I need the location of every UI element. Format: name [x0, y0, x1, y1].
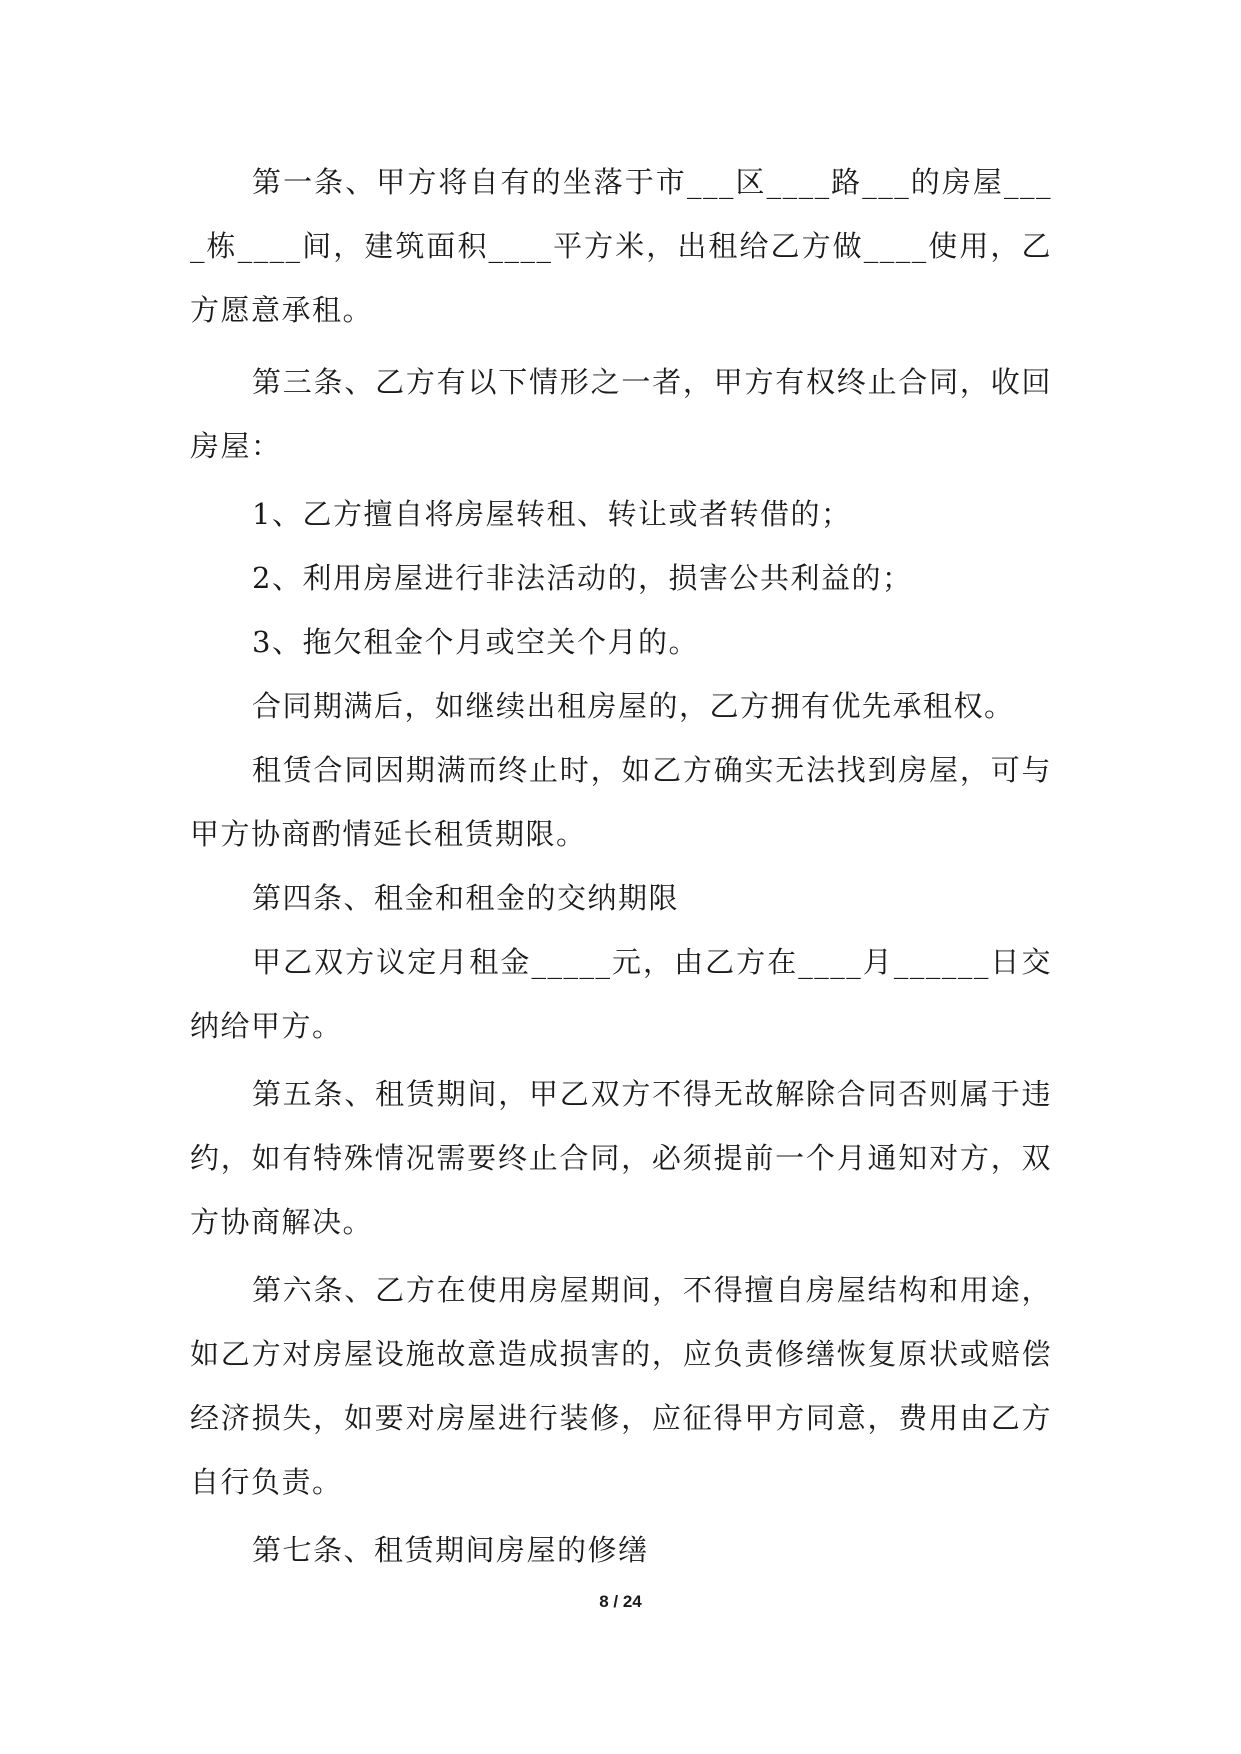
paragraph-article-4-heading: 第四条、租金和租金的交纳期限	[252, 881, 680, 915]
document-body	[190, 150, 1052, 1582]
list-item-3: 3、拖欠租金个月或空关个月的。	[252, 625, 699, 659]
paragraph-article-3: 第三条、乙方有以下情形之一者，甲方有权终止合同，收回房屋：	[190, 365, 1052, 463]
paragraph-article-1: 第一条、甲方将自有的坐落于市___区____路___的房屋____栋____间，建筑面积____平方米，出租给乙方做____使用，乙方愿意承租。	[190, 165, 1052, 327]
list-item-2: 2、利用房屋进行非法活动的，损害公共利益的；	[252, 561, 913, 595]
paragraph-extension: 租赁合同因期满而终止时，如乙方确实无法找到房屋，可与甲方协商酌情延长租赁期限。	[190, 753, 1052, 851]
page-number: 8 / 24	[599, 1592, 642, 1611]
list-item-1: 1、乙方擅自将房屋转租、转让或者转借的；	[252, 497, 852, 531]
paragraph-article-7-heading: 第七条、租赁期间房屋的修缮	[252, 1533, 649, 1567]
paragraph-renewal-priority: 合同期满后，如继续出租房屋的，乙方拥有优先承租权。	[252, 689, 1015, 723]
paragraph-article-6: 第六条、乙方在使用房屋期间，不得擅自房屋结构和用途，如乙方对房屋设施故意造成损害的，应负责修缮恢复原状或赔偿经济损失，如要对房屋进行装修，应征得甲方同意，费用由乙方自行负责。	[190, 1273, 1052, 1499]
paragraph-article-5: 第五条、租赁期间，甲乙双方不得无故解除合同否则属于违约，如有特殊情况需要终止合同，必须提前一个月通知对方，双方协商解决。	[190, 1077, 1052, 1239]
paragraph-rent-terms: 甲乙双方议定月租金_____元，由乙方在____月______日交纳给甲方。	[190, 945, 1052, 1043]
